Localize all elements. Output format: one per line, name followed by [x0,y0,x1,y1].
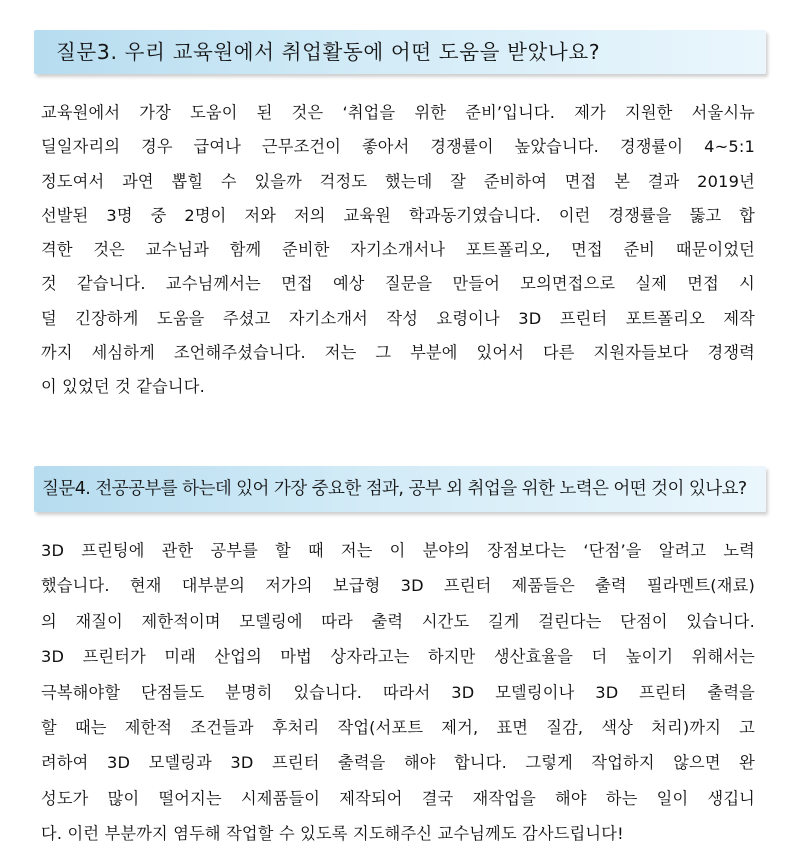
answer-line: 3D 프린터가 미래 산업의 마법 상자라고는 하지만 생산효율을 더 높이기 위해서는 [41,647,755,667]
answer-line: 까지 세심하게 조언해주셨습니다. 저는 그 부분에 있어서 다른 지원자들보다 경쟁력 [41,343,755,363]
answer-line: 3D 프린팅에 관한 공부를 할 때 저는 이 분야의 장점보다는 ‘단점’을 알려고 노력 [41,541,755,560]
answer-line: 이 있었던 것 같습니다. [41,377,205,397]
answer-line: 격한 것은 교수님과 함께 준비한 자기소개서나 포트폴리오, 면접 준비 때문이었던 [41,240,755,260]
answer-line: 교육원에서 가장 도움이 된 것은 ‘취업을 위한 준비’입니다. 제가 지원한 서울시뉴 [41,103,755,122]
answer-line: 극복해야할 단점들도 분명히 있습니다. 따라서 3D 모델링이나 3D 프린터 출력을 [41,682,755,702]
answer-line: 려하여 3D 모델링과 3D 프린터 출력을 해야 합니다. 그렇게 작업하지 않으면 완 [41,753,755,773]
question-3-title: 질문3. 우리 교육원에서 취업활동에 어떤 도움을 받았나요? [56,40,601,64]
answer-line: 성도가 많이 떨어지는 시제품들이 제작되어 결국 재작업을 해야 하는 일이 생깁니 [41,788,755,808]
answer-line: 덜 긴장하게 도움을 주셨고 자기소개서 작성 요령이나 3D 프린터 포트폴리오 제작 [41,308,755,328]
question-4-title: 질문4. 전공공부를 하는데 있어 가장 중요한 점과, 공부 외 취업을 위한 노력은 어떤 것이 있나요? [42,479,747,499]
answer-line: 다. 이런 부분까지 염두해 작업할 수 있도록 지도해주신 교수님께도 감사드립니다! [41,824,624,844]
question-4-answer [41,533,755,852]
answer-line: 할 때는 제한적 조건들과 후처리 작업(서포트 제거, 표면 질감, 색상 처리)까지 고 [41,718,755,738]
answer-line: 것 같습니다. 교수님께서는 면접 예상 질문을 만들어 모의면접으로 실제 면접 시 [41,274,755,294]
answer-line: 선발된 3명 중 2명이 저와 저의 교육원 학과동기였습니다. 이런 경쟁률을 뚫고 합 [41,205,755,225]
question-3-header [34,30,766,74]
answer-line: 의 재질이 제한적이며 모델링에 따라 출력 시간도 길게 걸린다는 단점이 있습니다. [41,611,755,631]
question-4-header [34,466,766,512]
answer-line: 했습니다. 현재 대부분의 저가의 보급형 3D 프린터 제품들은 출력 필라멘트(재료) [41,576,755,596]
answer-line: 정도여서 과연 뽑힐 수 있을까 걱정도 했는데 잘 준비하여 면접 본 결과 2019년 [41,171,755,191]
answer-line: 딜일자리의 경우 급여나 근무조건이 좋아서 경쟁률이 높았습니다. 경쟁률이 4~5:1 [41,137,755,157]
question-3-answer [41,96,755,405]
